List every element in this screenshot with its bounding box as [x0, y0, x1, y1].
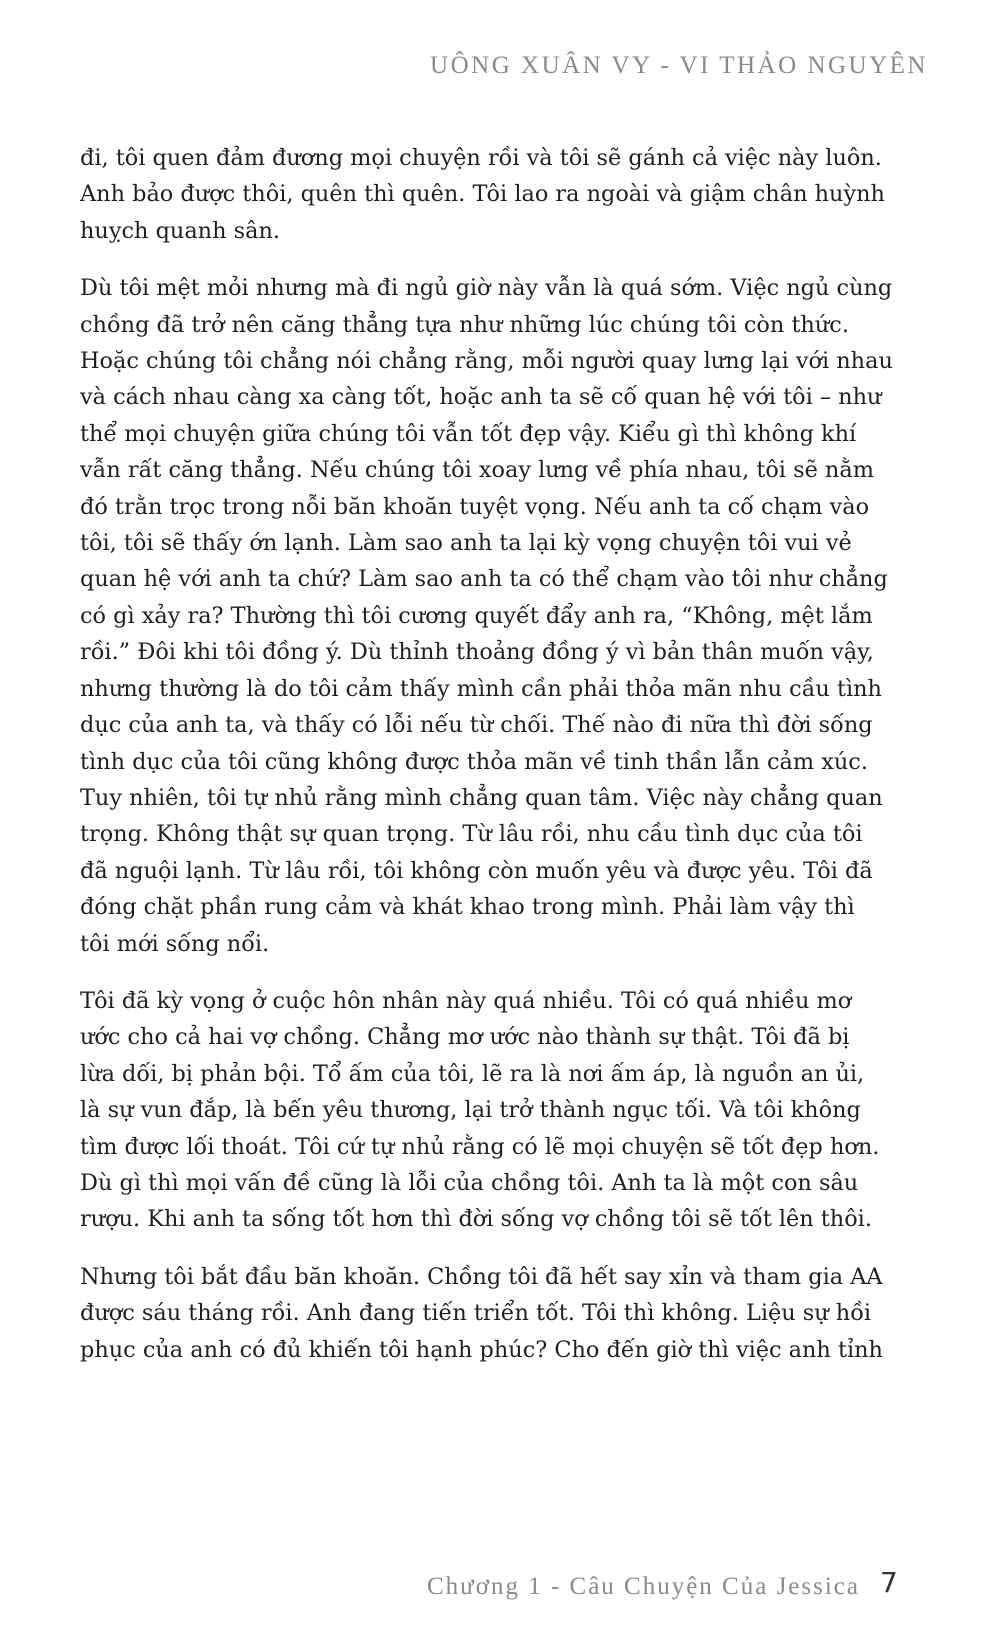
paragraph-3 [80, 983, 930, 1238]
paragraph-1 [80, 140, 930, 249]
text-line: được sáu tháng rồi. Anh đang tiến triển tốt. Tôi thì không. Liệu sự hồi [80, 1300, 872, 1327]
text-line: Tuy nhiên, tôi tự nhủ rằng mình chẳng quan tâm. Việc này chẳng quan [80, 784, 883, 811]
text-line: thể mọi chuyện giữa chúng tôi vẫn tốt đẹp vậy. Kiểu gì thì không khí [80, 420, 857, 447]
text-line: vẫn rất căng thẳng. Nếu chúng tôi xoay lưng về phía nhau, tôi sẽ nằm [80, 457, 874, 484]
text-line: đó trằn trọc trong nỗi băn khoăn tuyệt vọng. Nếu anh ta cố chạm vào [80, 493, 870, 520]
text-line: dục của anh ta, và thấy có lỗi nếu từ chối. Thế nào đi nữa thì đời sống [80, 712, 873, 739]
text-line: Anh bảo được thôi, quên thì quên. Tôi lao ra ngoài và giậm chân huỳnh [80, 181, 885, 208]
text-line: có gì xảy ra? Thường thì tôi cương quyết đẩy anh ra, “Không, mệt lắm [80, 602, 873, 629]
text-line: Nhưng tôi bắt đầu băn khoăn. Chồng tôi đã hết say xỉn và tham gia AA [80, 1263, 883, 1290]
paragraph-4 [80, 1259, 930, 1368]
text-line: Tôi đã kỳ vọng ở cuộc hôn nhân này quá nhiều. Tôi có quá nhiều mơ [80, 987, 852, 1014]
chapter-footer: Chương 1 - Câu Chuyện Của Jessica [427, 1573, 861, 1600]
text-line: chồng đã trở nên căng thẳng tựa như những lúc chúng tôi còn thức. [80, 311, 849, 338]
running-header: UÔNG XUÂN VY - VI THẢO NGUYÊN [430, 52, 928, 79]
text-line: phục của anh có đủ khiến tôi hạnh phúc? Cho đến giờ thì việc anh tỉnh [80, 1336, 883, 1363]
text-line: rượu. Khi anh ta sống tốt hơn thì đời sống vợ chồng tôi sẽ tốt lên thôi. [80, 1206, 872, 1233]
text-line: huỵch quanh sân. [80, 217, 281, 244]
text-line: tình dục của tôi cũng không được thỏa mãn về tinh thần lẫn cảm xúc. [80, 748, 868, 775]
body-text [80, 140, 930, 1389]
text-line: nhưng thường là do tôi cảm thấy mình cần phải thỏa mãn nhu cầu tình [80, 675, 882, 702]
text-line: ước cho cả hai vợ chồng. Chẳng mơ ước nào thành sự thật. Tôi đã bị [80, 1024, 850, 1051]
text-line: Dù tôi mệt mỏi nhưng mà đi ngủ giờ này vẫn là quá sớm. Việc ngủ cùng [80, 275, 893, 302]
text-line: quan hệ với anh ta chứ? Làm sao anh ta có thể chạm vào tôi như chẳng [80, 566, 888, 593]
text-line: đã nguội lạnh. Từ lâu rồi, tôi không còn muốn yêu và được yêu. Tôi đã [80, 857, 873, 884]
text-line: tôi, tôi sẽ thấy ớn lạnh. Làm sao anh ta lại kỳ vọng chuyện tôi vui vẻ [80, 530, 852, 557]
text-line: rồi.” Đôi khi tôi đồng ý. Dù thỉnh thoảng đồng ý vì bản thân muốn vậy, [80, 639, 874, 666]
text-line: và cách nhau càng xa càng tốt, hoặc anh ta sẽ cố quan hệ với tôi – như [80, 384, 882, 411]
text-line: là sự vun đắp, là bến yêu thương, lại trở thành ngục tối. Và tôi không [80, 1097, 861, 1124]
text-line: lừa dối, bị phản bội. Tổ ấm của tôi, lẽ ra là nơi ấm áp, là nguồn an ủi, [80, 1060, 865, 1087]
page-number: 7 [880, 1566, 898, 1599]
text-line: đóng chặt phần rung cảm và khát khao trong mình. Phải làm vậy thì [80, 894, 855, 921]
paragraph-2 [80, 270, 930, 962]
text-line: đi, tôi quen đảm đương mọi chuyện rồi và tôi sẽ gánh cả việc này luôn. [80, 145, 882, 171]
text-line: Hoặc chúng tôi chẳng nói chẳng rằng, mỗi người quay lưng lại với nhau [80, 348, 893, 375]
text-line: Dù gì thì mọi vấn đề cũng là lỗi của chồng tôi. Anh ta là một con sâu [80, 1169, 859, 1196]
text-line: tôi mới sống nổi. [80, 930, 270, 957]
text-line: trọng. Không thật sự quan trọng. Từ lâu rồi, nhu cầu tình dục của tôi [80, 821, 863, 848]
text-line: tìm được lối thoát. Tôi cứ tự nhủ rằng có lẽ mọi chuyện sẽ tốt đẹp hơn. [80, 1133, 880, 1160]
